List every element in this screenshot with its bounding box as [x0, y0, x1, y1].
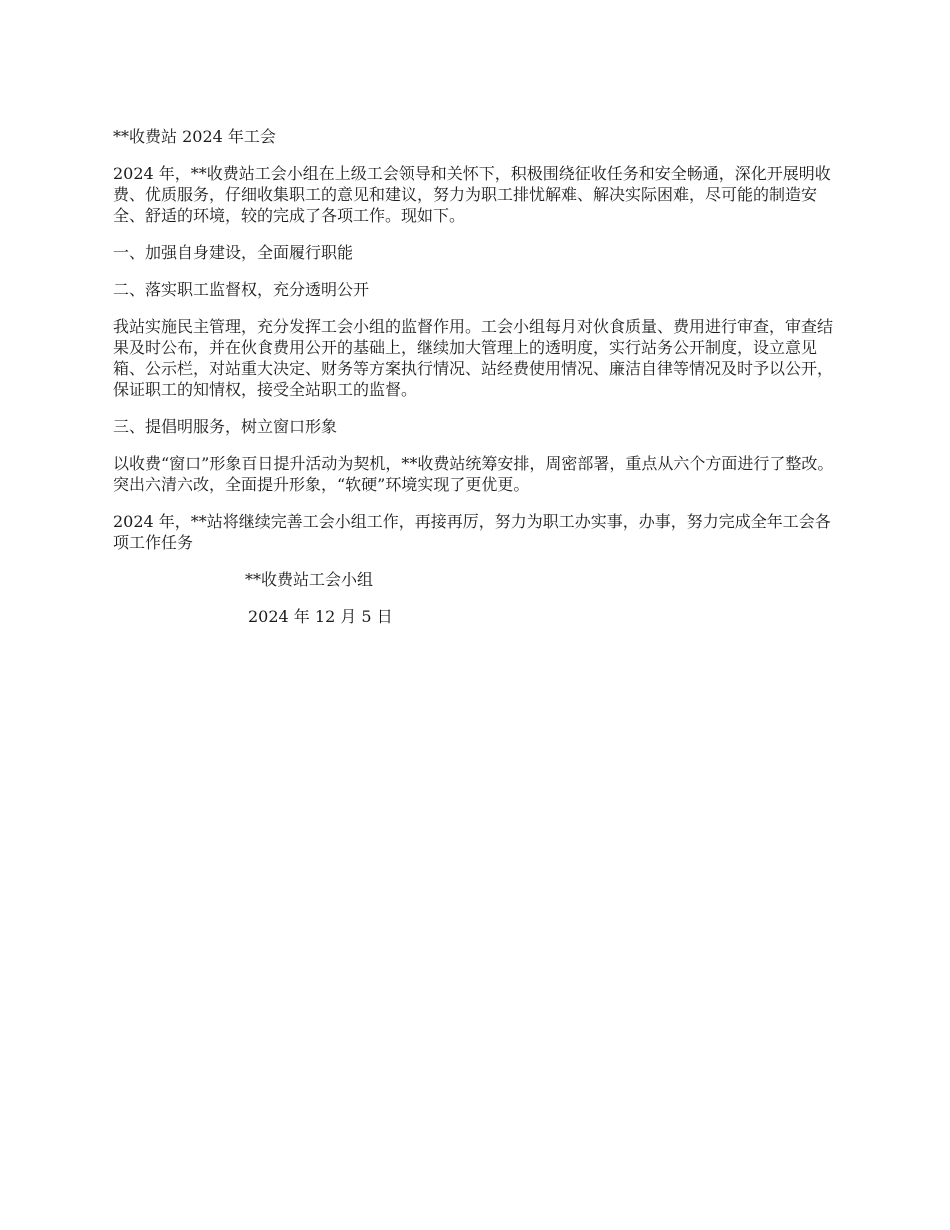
section-2-heading: 二、落实职工监督权，充分透明公开	[113, 280, 370, 299]
intro-paragraph: 2024 年，**收费站工会小组在上级工会领导和关怀下，积极围绕征收任务和安全畅通，深化开展明收费、优质服务，仔细收集职工的意见和建议，努力为职工排忧解难、解决实际困难，尽可能的制造安全、舒适的环境，较的完成了各项工作。现如下。	[113, 164, 831, 225]
closing-paragraph: 2024 年，**站将继续完善工会小组工作，再接再厉，努力为职工办实事，办事，努力完成全年工会各项工作任务	[113, 512, 831, 552]
section-2-paragraph: 我站实施民主管理，充分发挥工会小组的监督作用。工会小组每月对伙食质量、费用进行审查，审查结果及时公布，并在伙食费用公开的基础上，继续加大管理上的透明度，实行站务公开制度，设立意见箱、公示栏，对站重大决定、财务等方案执行情况、站经费使用情况、廉洁自律等情况及时予以公开，保证职工的知情权，接受全站职工的监督。	[113, 317, 834, 399]
section-3-paragraph: 以收费“窗口”形象百日提升活动为契机，**收费站统筹安排，周密部署，重点从六个方面进行了整改。突出六清六改，全面提升形象，“软硬”环境实现了更优更。	[113, 454, 834, 494]
signature-organization: **收费站工会小组	[245, 570, 374, 589]
document-title: **收费站 2024 年工会	[113, 127, 276, 146]
signature-date: 2024 年 12 月 5 日	[248, 607, 393, 626]
section-1-heading: 一、加强自身建设，全面履行职能	[113, 243, 354, 262]
document-body	[113, 126, 843, 627]
section-3-heading: 三、提倡明服务，树立窗口形象	[113, 417, 338, 436]
